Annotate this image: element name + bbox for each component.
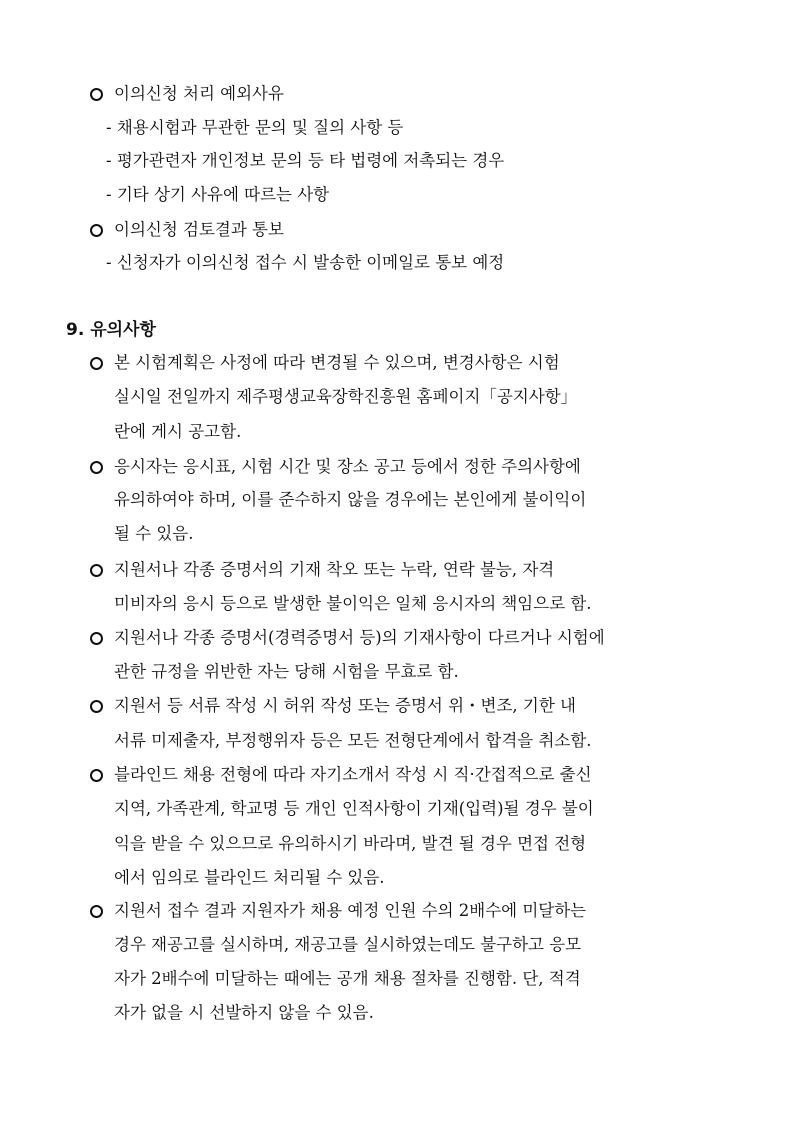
notice-item-line: 유의하여야 하며, 이를 준수하지 않을 경우에는 본인에게 불이익이: [114, 490, 587, 509]
notice-item-line: 관한 규정을 위반한 자는 당해 시험을 무효로 함.: [114, 662, 459, 681]
section-heading: 9. 유의사항: [66, 320, 156, 340]
bullet-circle-icon: [90, 769, 103, 782]
notice-item-line: 에서 임의로 블라인드 처리될 수 있음.: [114, 868, 385, 887]
bullet-circle-icon: [90, 905, 103, 918]
notice-item-line: 익을 받을 수 있으므로 유의하시기 바라며, 발견 될 경우 면접 전형: [114, 834, 587, 853]
notice-item-line: 자가 2배수에 미달하는 때에는 공개 채용 절차를 진행함. 단, 적격: [114, 969, 581, 988]
notice-item-line: 응시자는 응시표, 시험 시간 및 장소 공고 등에서 정한 주의사항에: [114, 457, 581, 476]
notice-item-line: 지원서 접수 결과 지원자가 채용 예정 인원 수의 2배수에 미달하는: [114, 901, 587, 920]
exception-item: - 기타 상기 사유에 따르는 사항: [106, 185, 330, 204]
exceptions-title: 이의신청 처리 예외사유: [114, 84, 284, 103]
notice-item-line: 될 수 있음.: [114, 524, 194, 543]
bullet-circle-icon: [90, 357, 103, 370]
notice-item-line: 미비자의 응시 등으로 발생한 불이익은 일체 응시자의 책임으로 함.: [114, 594, 592, 613]
notice-item-line: 자가 없을 시 선발하지 않을 수 있음.: [114, 1003, 374, 1022]
notice-item-line: 서류 미제출자, 부정행위자 등은 모든 전형단계에서 합격을 취소함.: [114, 731, 592, 750]
notice-item-line: 경우 재공고를 실시하며, 재공고를 실시하였는데도 불구하고 응모: [114, 935, 582, 954]
notice-item-line: 지원서나 각종 증명서(경력증명서 등)의 기재사항이 다르거나 시험에: [114, 628, 605, 647]
bullet-circle-icon: [90, 88, 103, 101]
exception-item: - 채용시험과 무관한 문의 및 질의 사항 등: [106, 118, 404, 137]
bullet-circle-icon: [90, 461, 103, 474]
result-title: 이의신청 검토결과 통보: [114, 220, 284, 239]
notice-item-line: 란에 게시 공고함.: [114, 422, 242, 441]
notice-item-line: 지원서나 각종 증명서의 기재 착오 또는 누락, 연락 불능, 자격: [114, 560, 555, 579]
bullet-circle-icon: [90, 564, 103, 577]
notice-item-line: 지원서 등 서류 작성 시 허위 작성 또는 증명서 위・변조, 기한 내: [114, 696, 576, 715]
notice-item-line: 본 시험계획은 사정에 따라 변경될 수 있으며, 변경사항은 시험: [114, 353, 560, 372]
notice-item-line: 블라인드 채용 전형에 따라 자기소개서 작성 시 직·간접적으로 출신: [114, 765, 592, 784]
notice-item-line: 지역, 가족관계, 학교명 등 개인 인적사항이 기재(입력)될 경우 불이: [114, 799, 594, 818]
exception-item: - 평가관련자 개인정보 문의 등 타 법령에 저촉되는 경우: [106, 151, 505, 170]
result-item: - 신청자가 이의신청 접수 시 발송한 이메일로 통보 예정: [106, 253, 505, 272]
bullet-circle-icon: [90, 632, 103, 645]
bullet-circle-icon: [90, 700, 103, 713]
bullet-circle-icon: [90, 224, 103, 237]
notice-item-line: 실시일 전일까지 제주평생교육장학진흥원 홈페이지「공지사항」: [114, 387, 578, 406]
